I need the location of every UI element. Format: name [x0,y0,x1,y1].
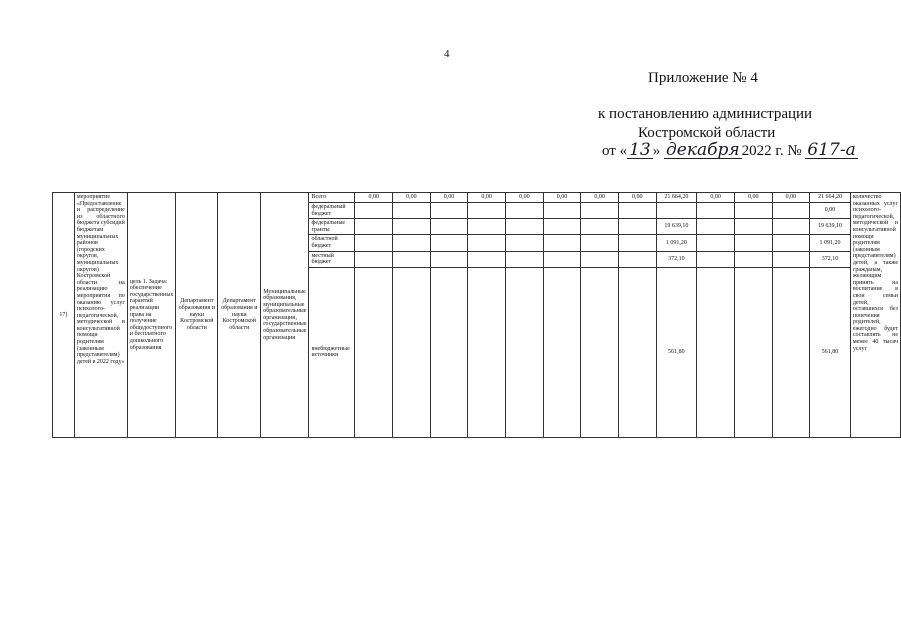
value-cell: 0,00 [697,193,735,203]
year-text: 2022 г. № [741,143,802,159]
goal-text: цель 1. Задача: обеспечение государственных гарантий реализации права на получение общедоступного и бесплатного дошкольного образования [127,193,176,438]
value-cell [430,203,468,219]
handwritten-doc-number: 617-а [807,140,856,160]
source-label: федеральный бюджет [309,203,355,219]
value-cell [581,203,619,219]
value-cell: 372,10 [810,251,851,267]
value-cell [468,251,506,267]
value-cell [355,203,393,219]
value-cell [393,267,431,437]
value-cell [772,203,810,219]
source-label: Всего [309,193,355,203]
value-cell [697,203,735,219]
value-cell: 0,00 [393,193,431,203]
value-cell [734,219,772,235]
value-cell [697,219,735,235]
value-cell [697,235,735,251]
decree-date-line [602,140,858,160]
value-cell [581,267,619,437]
date-prefix: от « [602,143,628,159]
value-cell [506,235,544,251]
value-cell: 372,10 [656,251,697,267]
expected-result: количество оказанных услуг психолого-педагогической, методической и консультативной помощи родителям (законным представителям) детей, а также гражданам, желающим принять на воспитание в свои семьи детей, оставшихся без попечения родителей, ежегодно будет составлять не менее 40 тысяч услуг [850,193,900,438]
value-cell: 0,00 [506,193,544,203]
value-cell: 1 091,20 [810,235,851,251]
value-cell [430,219,468,235]
value-cell [618,251,656,267]
value-cell [581,235,619,251]
value-cell: 561,80 [656,267,697,437]
date-mid: » [652,143,661,159]
value-cell: 0,00 [734,193,772,203]
program-table [52,192,901,438]
value-cell [543,219,581,235]
value-cell [355,267,393,437]
value-cell [506,251,544,267]
value-cell [468,267,506,437]
value-cell: 21 664,20 [656,193,697,203]
value-cell [506,203,544,219]
value-cell [734,267,772,437]
source-label: областной бюджет [309,235,355,251]
appendix-title: Приложение № 4 [648,70,758,86]
handwritten-month: декабря [666,140,740,160]
value-cell [618,219,656,235]
value-cell [581,219,619,235]
source-label: местный бюджет [309,251,355,267]
participants: Муниципальные образования, муниципальные образовательные организации, государственные образовательные организации [261,193,309,438]
value-cell [468,219,506,235]
event-name: мероприятие «Предоставление и распределение из областного бюджета субсидий бюджетам муниципальных районов (городских округов, муниципальных округов) Костромской области на реализацию мероприятия по оказанию услуг психолого-педагогической, методической и консультативной помощи родителям (законным представителям) детей в 2022 году» [74,193,127,438]
value-cell [772,251,810,267]
value-cell: 0,00 [581,193,619,203]
value-cell: 1 091,20 [656,235,697,251]
value-cell [430,235,468,251]
value-cell [355,235,393,251]
value-cell: 0,00 [468,193,506,203]
source-label: внебюджетные источники [309,267,355,437]
table-body [53,193,901,438]
value-cell: 561,80 [810,267,851,437]
value-cell [734,235,772,251]
row-index: 17) [53,193,75,438]
value-cell [543,251,581,267]
executor: Департамент образования и науки Костромской области [176,193,218,438]
value-cell [355,219,393,235]
value-cell [430,251,468,267]
value-cell [468,203,506,219]
value-cell: 0,00 [810,203,851,219]
value-cell: 0,00 [355,193,393,203]
value-cell: 19 639,10 [810,219,851,235]
value-cell [468,235,506,251]
value-cell [430,267,468,437]
value-cell [772,235,810,251]
value-cell [393,219,431,235]
source-label: федеральные гранты [309,219,355,235]
value-cell: 19 639,10 [656,219,697,235]
value-cell [355,251,393,267]
value-cell [734,203,772,219]
value-cell [618,267,656,437]
value-cell [393,203,431,219]
value-cell: 0,00 [430,193,468,203]
value-cell [656,203,697,219]
value-cell [506,219,544,235]
value-cell [581,251,619,267]
value-cell: 0,00 [618,193,656,203]
value-cell [618,235,656,251]
decree-line-1: к постановлению администрации [598,106,813,122]
table-row [53,193,901,203]
value-cell [543,203,581,219]
value-cell: 21 664,20 [810,193,851,203]
value-cell [393,235,431,251]
page-number: 4 [444,48,450,60]
value-cell [543,235,581,251]
value-cell [618,203,656,219]
value-cell [734,251,772,267]
value-cell [772,267,810,437]
value-cell [393,251,431,267]
value-cell [697,267,735,437]
decree-line-2: Костромской области [638,125,776,141]
handwritten-day: 13 [629,140,651,160]
value-cell: 0,00 [543,193,581,203]
value-cell: 0,00 [772,193,810,203]
value-cell [772,219,810,235]
value-cell [543,267,581,437]
value-cell [697,251,735,267]
co-executor: Департамент образования и науки Костромской области [218,193,261,438]
value-cell [506,267,544,437]
